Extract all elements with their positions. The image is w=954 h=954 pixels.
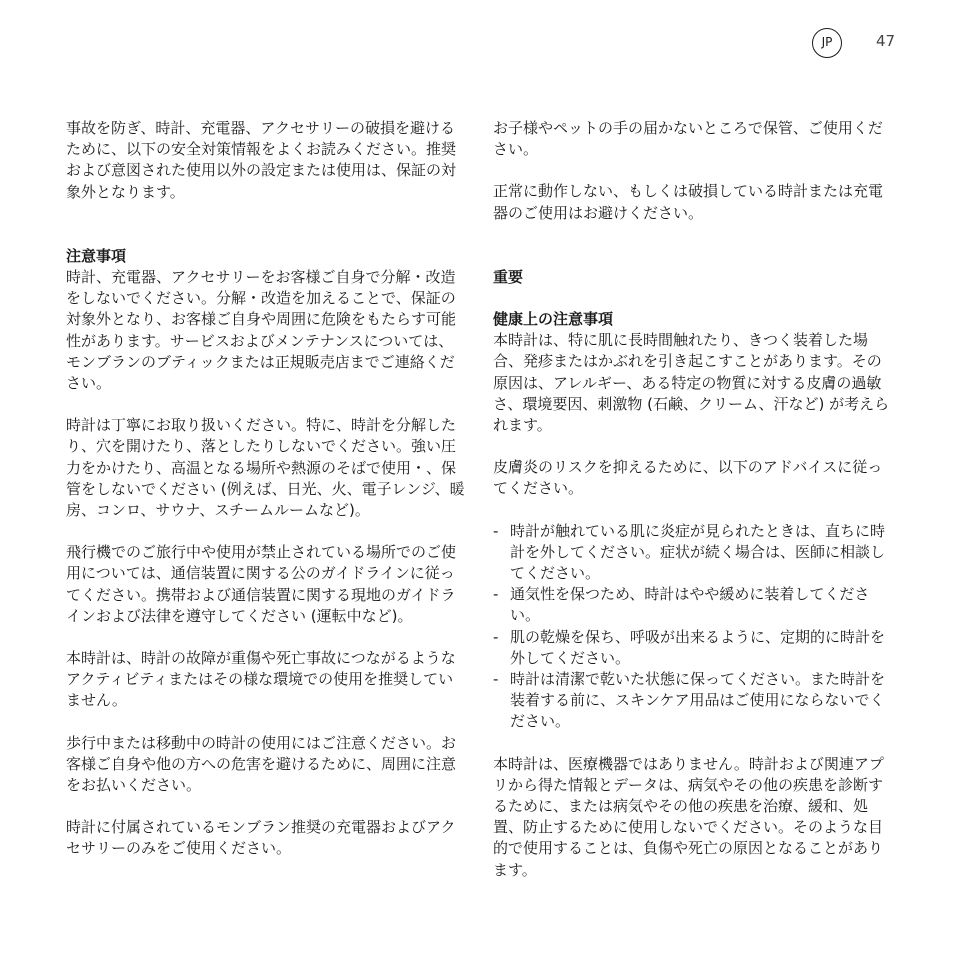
damage-paragraph: 正常に動作しない、もしくは破損している時計または充電器のご使用はお避けください。 <box>493 182 884 222</box>
caution-paragraph: 本時計は、時計の故障が重傷や死亡事故につながるようなアクティビティまたはその様な環境での使用を推奨していません。 <box>66 649 456 710</box>
list-item: - 肌の乾燥を保ち、呼吸が出来るように、定期的に時計を外してください。 <box>493 627 893 669</box>
language-badge: JP <box>812 28 842 58</box>
caution-paragraph: 時計に付属されているモンブラン推奨の充電器およびアクセサリーのみをご使用ください。 <box>66 818 456 858</box>
list-item: - 時計が触れている肌に炎症が見られたときは、直ちに時計を外してください。症状が続く場合は、医師に相談してください。 <box>493 521 893 585</box>
list-item: - 通気性を保つため、時計はやや緩めに装着してください。 <box>493 584 893 626</box>
page-header <box>810 28 910 62</box>
health-advice-paragraph: 皮膚炎のリスクを抑えるために、以下のアドバイスに従ってください。 <box>493 458 883 498</box>
advice-list <box>493 521 893 733</box>
caution-paragraph: 時計、充電器、アクセサリーをお客様ご自身で分解・改造をしないでください。分解・改造を加えることで、保証の対象外となり、お客様ご自身や周囲に危険をもたらす可能性があります。サービスおよびメンテナンスについては、モンブランのブティックまたは正規販売店までご連絡ください。 <box>66 268 457 393</box>
medical-disclaimer-paragraph: 本時計は、医療機器ではありません。時計および関連アプリから得た情報とデータは、病気やその他の疾患を診断するために、または病気やその他の疾患を治療、緩和、処置、防止するために使用しないでください。そのような目的で使用することは、負傷や死亡の原因となることがあります。 <box>493 754 884 879</box>
health-heading: 健康上の注意事項 <box>493 310 614 329</box>
health-paragraph: 本時計は、特に肌に長時間触れたり、きつく装着した場合、発疹またはかぶれを引き起こすことがあります。その原因は、アレルギー、ある特定の物質に対する皮膚の過敏さ、環境要因、刺激物 (石鹸、クリーム、汗など) が考えられます。 <box>493 331 890 435</box>
page-number: 47 <box>876 32 896 50</box>
caution-paragraph: 歩行中または移動中の時計の使用にはご注意ください。お客様ご自身や他の方への危害を避けるために、周囲に注意をお払いください。 <box>66 733 457 795</box>
caution-heading: 注意事項 <box>66 246 127 265</box>
caution-paragraph: 時計は丁寧にお取り扱いください。特に、時計を分解したり、穴を開けたり、落としたりしないでください。強い圧力をかけたり、高温となる場所や熱源のそばで使用・、保管をしないでください (例えば、日光、火、電子レンジ、暖房、コンロ、サウナ、スチームルームなど)。 <box>66 416 465 520</box>
left-column <box>66 118 466 860</box>
right-column <box>493 118 893 881</box>
intro-paragraph: 事故を防ぎ、時計、充電器、アクセサリーの破損を避けるために、以下の安全対策情報をよくお読みください。推奨および意図された使用以外の設定または使用は、保証の対象外となります。 <box>66 119 457 201</box>
important-heading: 重要 <box>493 267 524 286</box>
list-item: - 時計は清潔で乾いた状態に保ってください。また時計を装着する前に、スキンケア用品はご使用にならないでください。 <box>493 669 893 733</box>
caution-paragraph: 飛行機でのご旅行中や使用が禁止されている場所でのご使用については、通信装置に関する公のガイドラインに従ってください。携帯および通信装置に関する現地のガイドラインおよび法律を遵守してください (運転中など)。 <box>66 543 457 625</box>
storage-paragraph: お子様やペットの手の届かないところで保管、ご使用ください。 <box>493 119 883 159</box>
